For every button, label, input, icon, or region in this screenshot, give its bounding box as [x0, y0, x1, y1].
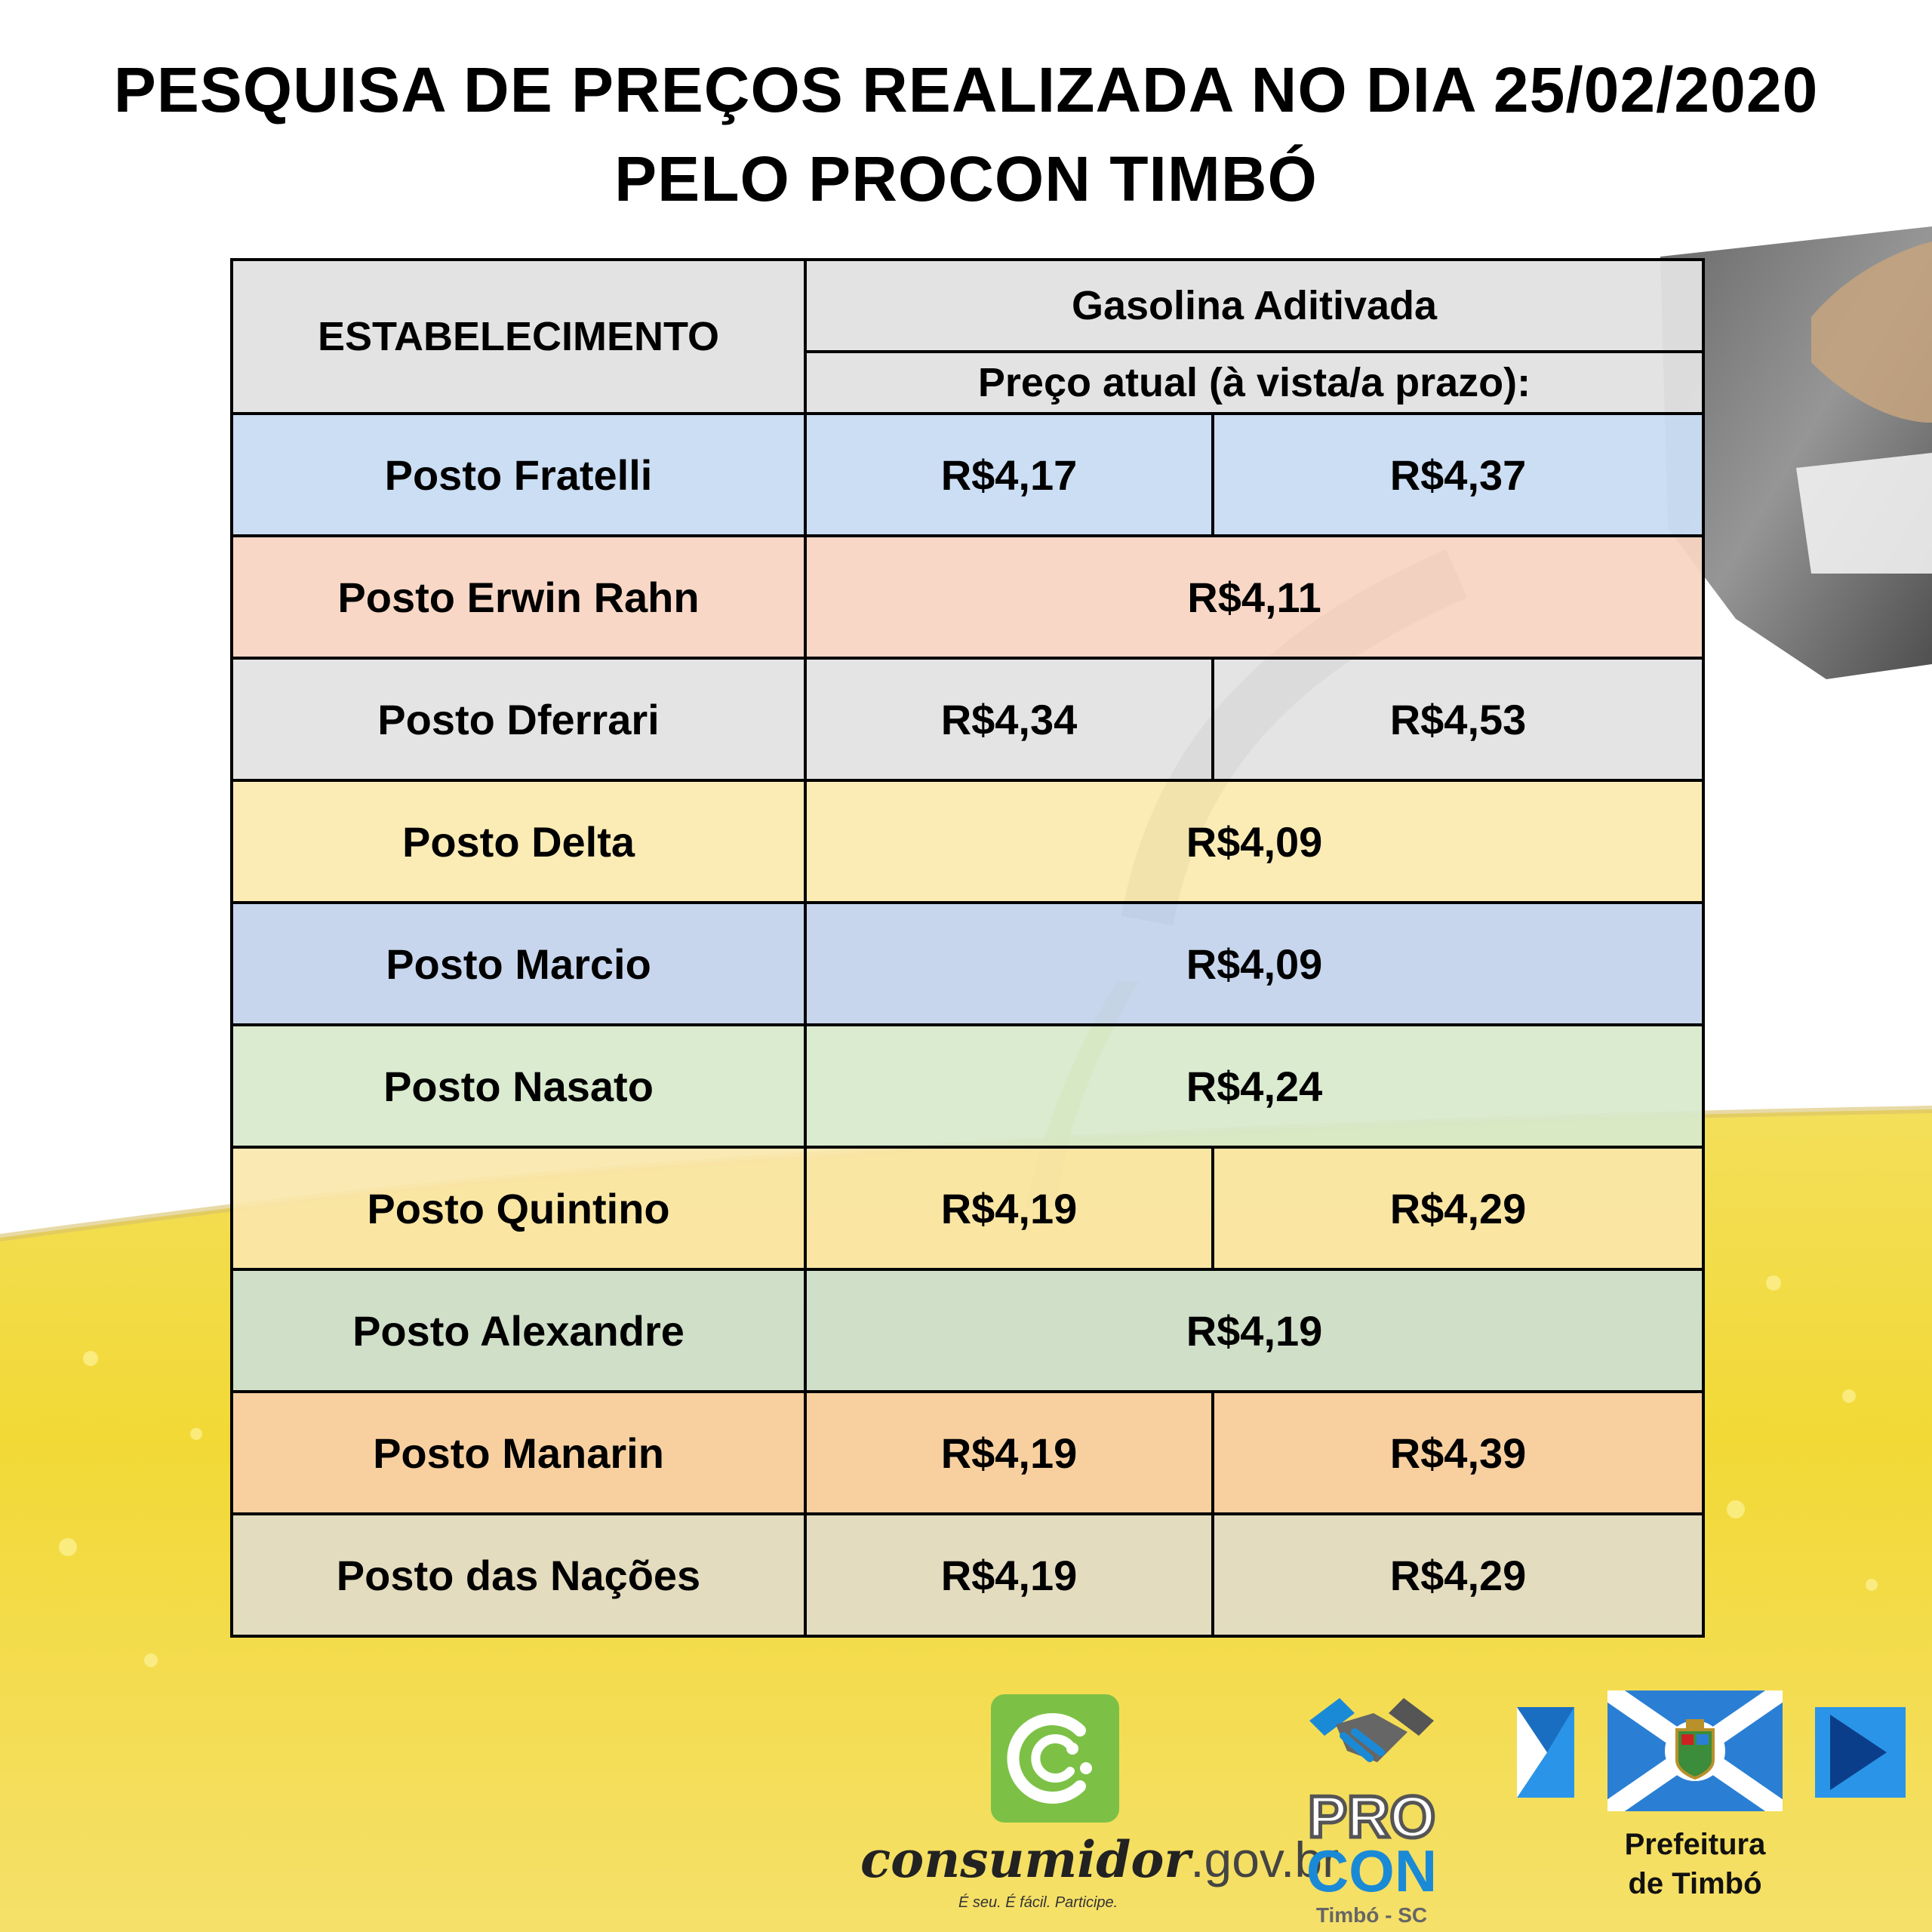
blue-chevron-left-icon: [1517, 1707, 1574, 1798]
station-name: Posto Nasato: [232, 1025, 805, 1147]
table-row: [232, 1147, 1703, 1269]
table-header-row: [232, 260, 1703, 352]
table-row: [232, 658, 1703, 780]
station-name: Posto Fratelli: [232, 414, 805, 536]
price-vista: R$4,19: [805, 1392, 1213, 1514]
handshake-icon: [1302, 1690, 1441, 1781]
procon-pro: PRO: [1307, 1783, 1436, 1850]
price-prazo: R$4,29: [1213, 1147, 1703, 1269]
price-prazo: R$4,53: [1213, 658, 1703, 780]
station-name: Posto Erwin Rahn: [232, 536, 805, 658]
consumidor-logo-icon: [991, 1694, 1119, 1823]
table-row: [232, 1269, 1703, 1392]
procon-logo: [1302, 1690, 1441, 1932]
price-vista: R$4,19: [805, 1514, 1213, 1636]
prefeitura-name: [1577, 1825, 1813, 1903]
station-name: Posto Delta: [232, 780, 805, 903]
table-row: [232, 903, 1703, 1025]
price-vista: R$4,17: [805, 414, 1213, 536]
price-single: R$4,09: [805, 903, 1703, 1025]
table-row: [232, 1392, 1703, 1514]
title-line-2: PELO PROCON TIMBÓ: [614, 143, 1318, 214]
procon-city: Timbó - SC: [1315, 1903, 1428, 1927]
station-name: Posto Marcio: [232, 903, 805, 1025]
price-vista: R$4,19: [805, 1147, 1213, 1269]
prefeitura-line-2: de Timbó: [1628, 1867, 1762, 1900]
station-name: Posto Dferrari: [232, 658, 805, 780]
consumidor-wordmark: [860, 1830, 1339, 1889]
table-row: [232, 1514, 1703, 1636]
price-single: R$4,19: [805, 1269, 1703, 1392]
header-price: Preço atual (à vista/a prazo):: [805, 352, 1703, 414]
table-row: [232, 1025, 1703, 1147]
station-name: Posto Manarin: [232, 1392, 805, 1514]
consumidor-word: consumidor: [860, 1830, 1191, 1889]
table-row: [232, 536, 1703, 658]
table-row: [232, 780, 1703, 903]
header-fuel: Gasolina Aditivada: [805, 260, 1703, 352]
page-title: [0, 45, 1932, 223]
station-name: Posto das Nações: [232, 1514, 805, 1636]
price-single: R$4,24: [805, 1025, 1703, 1147]
footer-logos: [0, 1683, 1932, 1932]
consumidor-tagline: É seu. É fácil. Participe.: [958, 1894, 1118, 1911]
prefeitura-line-1: Prefeitura: [1624, 1828, 1766, 1861]
procon-con: CON: [1306, 1838, 1438, 1904]
price-single: R$4,11: [805, 536, 1703, 658]
price-prazo: R$4,37: [1213, 414, 1703, 536]
blue-chevron-right-icon: [1815, 1707, 1906, 1798]
price-single: R$4,09: [805, 780, 1703, 903]
station-name: Posto Quintino: [232, 1147, 805, 1269]
title-line-1: PESQUISA DE PREÇOS REALIZADA NO DIA 25/02/2020: [113, 54, 1819, 125]
table-row: [232, 414, 1703, 536]
price-prazo: R$4,39: [1213, 1392, 1703, 1514]
consumidor-domain: .gov.br: [1190, 1832, 1340, 1887]
price-prazo: R$4,29: [1213, 1514, 1703, 1636]
price-vista: R$4,34: [805, 658, 1213, 780]
city-flag-icon: [1607, 1690, 1783, 1811]
station-name: Posto Alexandre: [232, 1269, 805, 1392]
header-establishment: ESTABELECIMENTO: [232, 260, 805, 414]
price-table: [230, 258, 1705, 1638]
